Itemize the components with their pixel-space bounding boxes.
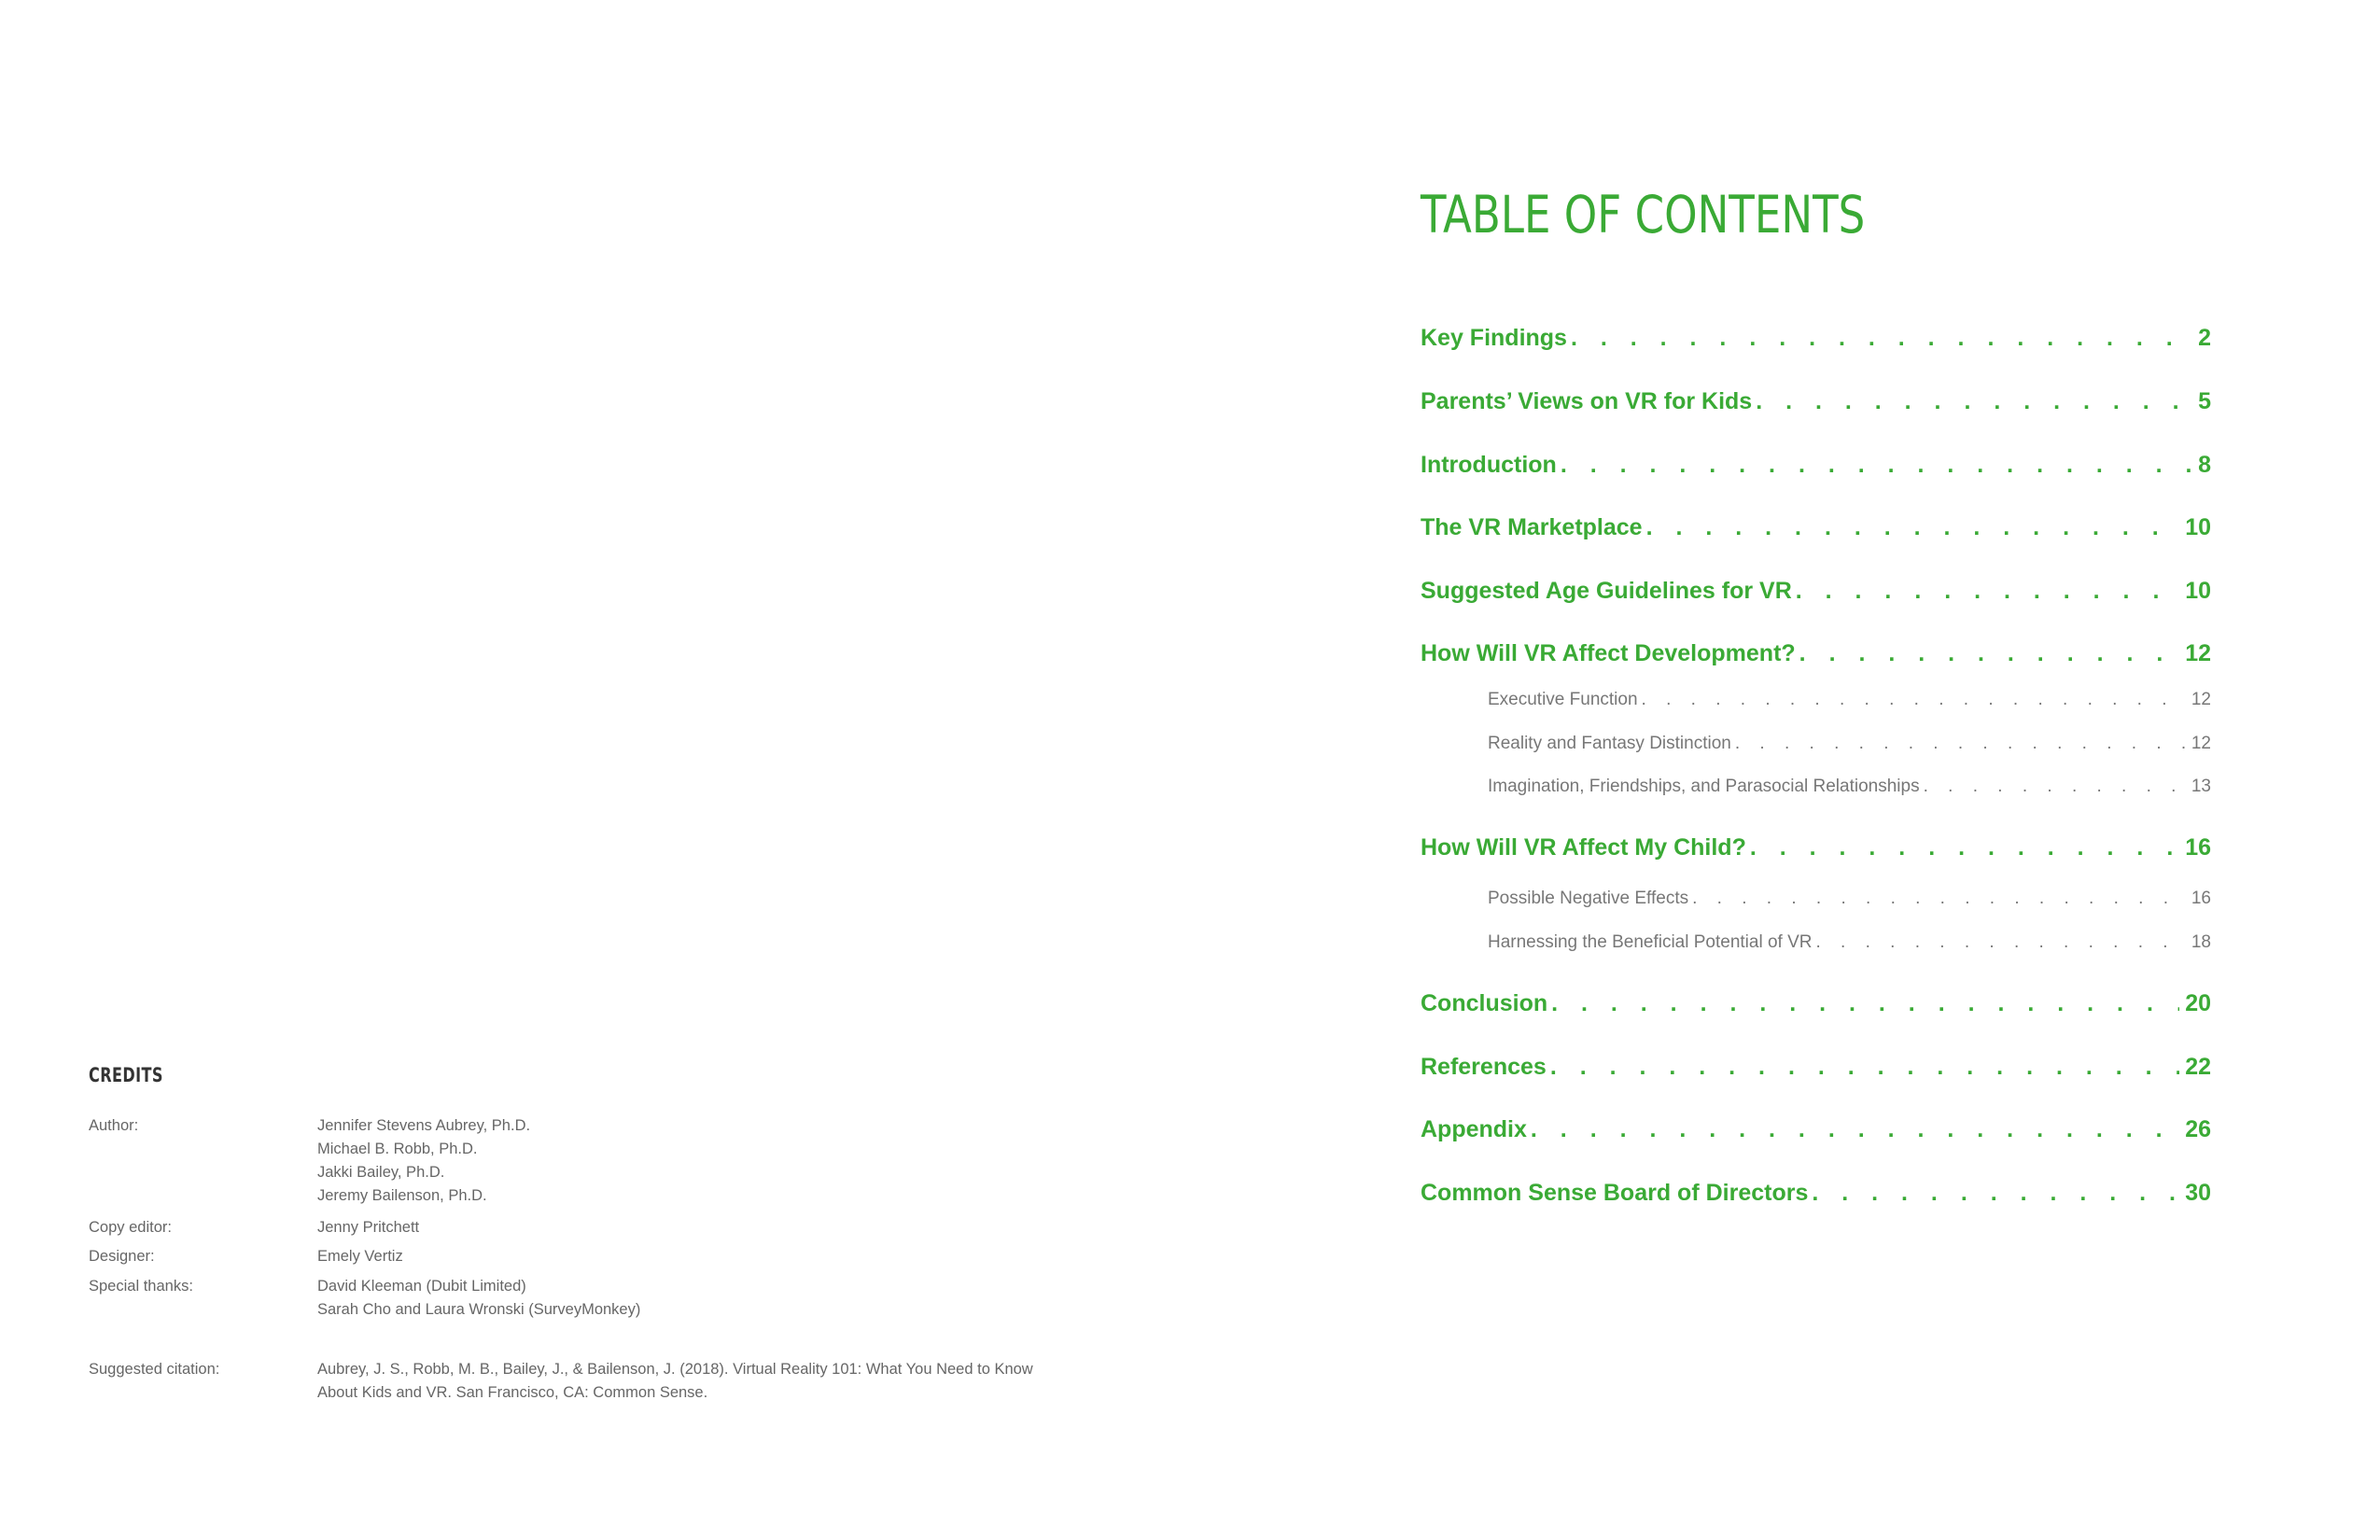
toc-dot-leader	[1756, 388, 2192, 415]
toc-dot-leader	[1550, 1054, 2179, 1081]
toc-dot-leader	[1812, 1180, 2179, 1207]
designer-list	[317, 1245, 1139, 1268]
toc-entry-page: 18	[2191, 932, 2211, 952]
toc-entry-label: Parents’ Views on VR for Kids	[1421, 388, 1753, 414]
toc-entry-label: Executive Function	[1488, 690, 1638, 709]
toc-entry-page: 5	[2198, 388, 2211, 414]
toc-entry-label: How Will VR Affect Development?	[1421, 640, 1796, 666]
toc-entry-vr-development[interactable]	[1421, 640, 2211, 678]
toc-entry-label: The VR Marketplace	[1421, 514, 1643, 540]
toc-entry-parents-views[interactable]	[1421, 388, 2211, 426]
toc-dot-leader	[1735, 734, 2186, 754]
toc-entry-label: Harnessing the Beneficial Potential of VR	[1488, 932, 1813, 952]
toc-subentry-imagination[interactable]	[1488, 777, 2211, 805]
toc-entry-appendix[interactable]	[1421, 1116, 2211, 1154]
toc-entry-vr-marketplace[interactable]	[1421, 514, 2211, 552]
author-name: Jeremy Bailenson, Ph.D.	[317, 1187, 487, 1204]
toc-entry-page: 12	[2191, 690, 2211, 709]
toc-subentry-reality-fantasy[interactable]	[1488, 734, 2211, 762]
toc-dot-leader	[1750, 834, 2179, 861]
author-name: Jakki Bailey, Ph.D.	[317, 1164, 445, 1181]
toc-dot-leader	[1531, 1116, 2179, 1143]
toc-entry-page: 22	[2185, 1054, 2211, 1080]
citation-line: Aubrey, J. S., Robb, M. B., Bailey, J., & Bailenson, J. (2018). Virtual Reality 101: What You Need to Know	[317, 1361, 1033, 1378]
citation-text	[317, 1358, 1139, 1405]
toc-entry-label: Possible Negative Effects	[1488, 889, 1689, 908]
toc-entry-page: 2	[2198, 325, 2211, 351]
toc-entry-page: 13	[2191, 777, 2211, 796]
toc-entry-label: Appendix	[1421, 1116, 1527, 1142]
special-thanks-list	[317, 1275, 1139, 1322]
toc-entry-label: Reality and Fantasy Distinction	[1488, 734, 1731, 753]
toc-entry-page: 12	[2191, 734, 2211, 753]
toc-title: TABLE OF CONTENTS	[1421, 185, 1866, 245]
toc-dot-leader	[1924, 777, 2186, 797]
toc-dot-leader	[1796, 578, 2179, 605]
author-label: Author:	[89, 1117, 139, 1134]
toc-dot-leader	[1561, 452, 2192, 479]
special-thanks-name: Sarah Cho and Laura Wronski (SurveyMonkey)	[317, 1301, 641, 1318]
copy-editor-name: Jenny Pritchett	[317, 1219, 420, 1236]
author-list	[317, 1114, 1139, 1208]
toc-entry-page: 20	[2185, 990, 2211, 1016]
toc-entry-page: 26	[2185, 1116, 2211, 1142]
copy-editor-label: Copy editor:	[89, 1219, 172, 1236]
toc-dot-leader	[1642, 690, 2186, 710]
toc-entry-page: 16	[2185, 834, 2211, 861]
citation-label: Suggested citation:	[89, 1361, 220, 1378]
toc-entry-label: Imagination, Friendships, and Parasocial Relationships	[1488, 777, 1920, 796]
toc-dot-leader	[1551, 990, 2179, 1017]
toc-entry-label: Introduction	[1421, 452, 1557, 478]
designer-label: Designer:	[89, 1248, 155, 1265]
special-thanks-label: Special thanks:	[89, 1278, 193, 1295]
toc-entry-label: Common Sense Board of Directors	[1421, 1180, 1809, 1206]
toc-entry-page: 30	[2185, 1180, 2211, 1206]
copy-editor-list	[317, 1216, 1139, 1239]
author-name: Jennifer Stevens Aubrey, Ph.D.	[317, 1117, 531, 1134]
toc-dot-leader	[1815, 932, 2185, 953]
toc-entry-label: How Will VR Affect My Child?	[1421, 834, 1746, 861]
toc-entry-introduction[interactable]	[1421, 452, 2211, 489]
toc-subentry-executive-function[interactable]	[1488, 690, 2211, 718]
toc-subentry-beneficial-potential[interactable]	[1488, 932, 2211, 960]
toc-entry-page: 16	[2191, 889, 2211, 908]
citation-line: About Kids and VR. San Francisco, CA: Common Sense.	[317, 1384, 708, 1401]
toc-entry-age-guidelines[interactable]	[1421, 578, 2211, 615]
designer-name: Emely Vertiz	[317, 1248, 403, 1265]
credits-title: CREDITS	[89, 1064, 163, 1086]
toc-entry-page: 8	[2198, 452, 2211, 478]
toc-dot-leader	[1571, 325, 2192, 352]
toc-entry-label: References	[1421, 1054, 1547, 1080]
toc-entry-page: 10	[2185, 578, 2211, 604]
author-name: Michael B. Robb, Ph.D.	[317, 1141, 478, 1157]
toc-entry-label: Conclusion	[1421, 990, 1548, 1016]
toc-entry-conclusion[interactable]	[1421, 990, 2211, 1028]
toc-entry-key-findings[interactable]	[1421, 325, 2211, 362]
special-thanks-name: David Kleeman (Dubit Limited)	[317, 1278, 526, 1295]
toc-dot-leader	[1692, 889, 2186, 909]
toc-entry-page: 12	[2185, 640, 2211, 666]
toc-dot-leader	[1799, 640, 2180, 667]
toc-entry-board-of-directors[interactable]	[1421, 1180, 2211, 1217]
toc-entry-label: Suggested Age Guidelines for VR	[1421, 578, 1792, 604]
toc-dot-leader	[1646, 514, 2180, 541]
toc-entry-vr-my-child[interactable]	[1421, 834, 2211, 872]
toc-entry-page: 10	[2185, 514, 2211, 540]
toc-subentry-negative-effects[interactable]	[1488, 889, 2211, 917]
toc-entry-label: Key Findings	[1421, 325, 1567, 351]
toc-entry-references[interactable]	[1421, 1054, 2211, 1091]
